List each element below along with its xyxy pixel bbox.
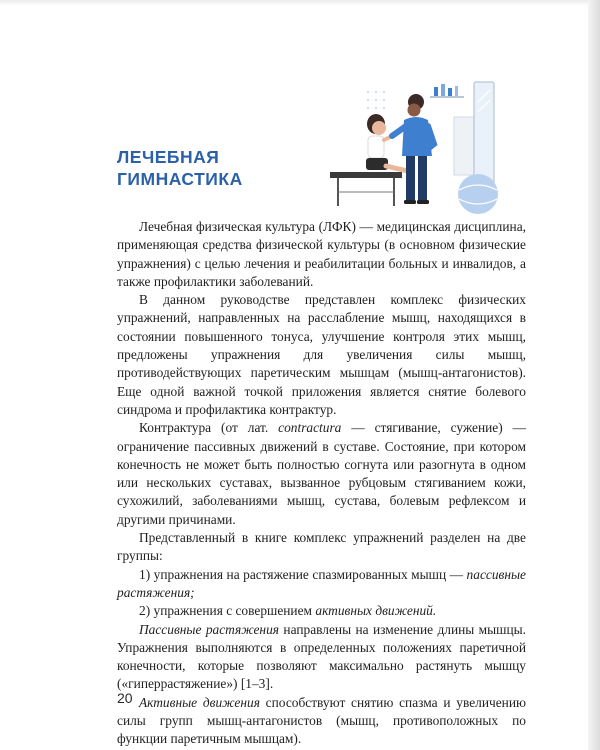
paragraph: Представленный в книге комплекс упражнений разделен на две группы: (117, 530, 526, 564)
list-item-term: активных движений. (315, 603, 437, 619)
section-title (117, 146, 243, 190)
shelf-icon (430, 84, 464, 98)
mirror-icon (474, 82, 494, 188)
paragraph (117, 419, 526, 529)
paragraph: В данном руководстве представлен комплекс физических упражнений, направленных на расслабление мышц, находящихся в состоянии повышенного тонуса, улучшение контроля этих мышц, предложены упражнения для увеличения силы мышц, противодействующих паретическим мышцам (мышц-антагонистов). Еще одной важной точкой приложения является снятие болевого синдрома и профилактика контрактур. (117, 292, 526, 417)
paragraph-text: способствуют снятию спазма и увеличению силы групп мышц-антагонистов (мышц, противоположных по функции паретичным мышцам). (117, 694, 526, 747)
page-number: 20 (117, 690, 133, 706)
page-edge (588, 0, 600, 750)
paragraph (117, 694, 526, 749)
paragraph-term: Активные движения (139, 694, 260, 710)
list-item (117, 602, 526, 620)
physiotherapy-illustration (328, 72, 518, 222)
therapist-figure-icon (392, 94, 434, 204)
section-title-line2: ГИМНАСТИКА (117, 169, 243, 189)
body-text (117, 218, 526, 749)
list-item-term: пассивные растяжения; (117, 566, 526, 600)
decorative-dots (367, 91, 385, 109)
paragraph-text: Контрактура (от лат. (139, 420, 279, 436)
section-title-line1: ЛЕЧЕБНАЯ (117, 147, 220, 167)
paragraph-text: — стягивание, сужение) — ограничение пассивных движений в суставе. Состояние, при котором конечность не может быть полностью согнута или разогнута в одном или нескольких суставах, вызванное рубцовым стягиванием кожи, сухожилий, заболеваниями мышц, сустава, болевым рефлексом и другими причинами. (117, 420, 526, 527)
treatment-couch-icon (330, 172, 402, 206)
list-item-text: 2) упражнения с совершением (139, 603, 316, 619)
list-item (117, 566, 526, 603)
paragraph (117, 621, 526, 694)
paragraph-text: направлены на изменение длины мышцы. Упражнения выполняются в определенных положениях паретичной конечности, которые позволяют максимально растянуть мышцу («гиперрастяжение») [1–3]. (117, 621, 526, 692)
paragraph-term: Пассивные растяжения (139, 621, 279, 637)
page-top-shadow (0, 0, 600, 6)
latin-term: contractura (278, 420, 342, 436)
exercise-ball-icon (458, 174, 498, 214)
list-item-text: 1) упражнения на растяжение спазмированных мышц — (139, 566, 467, 582)
paragraph: Лечебная физическая культура (ЛФК) — медицинская дисциплина, применяющая средства физической культуры (в основном физические упражнения) с целью лечения и реабилитации больных и инвалидов, а также профилактики заболеваний. (117, 219, 526, 289)
